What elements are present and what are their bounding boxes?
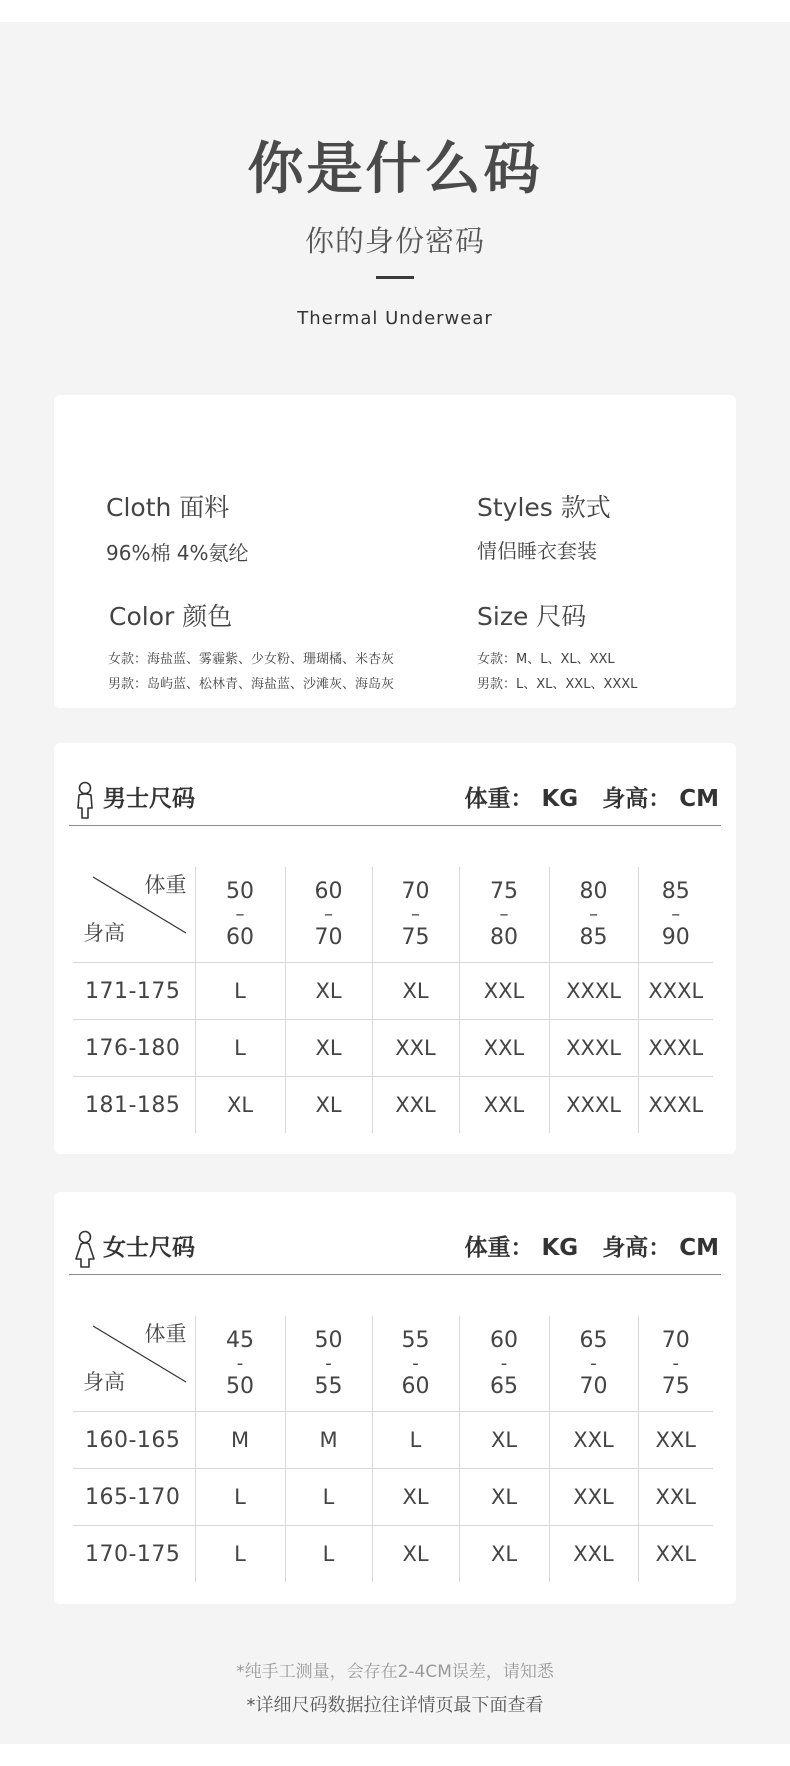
page-title: 你是什么码 bbox=[247, 137, 543, 202]
table-row bbox=[73, 963, 713, 1020]
corner-height-label: 身高 bbox=[83, 921, 125, 945]
weight-from: 60 bbox=[490, 1327, 518, 1353]
weight-to: 75 bbox=[661, 1373, 690, 1399]
size-cell: XXL bbox=[638, 1469, 713, 1526]
weight-from: 60 bbox=[314, 878, 343, 904]
weight-sep: – bbox=[499, 903, 509, 925]
weight-to: 70 bbox=[579, 1373, 608, 1399]
color-men-list: 男款：岛屿蓝、松林青、海盐蓝、沙滩灰、海岛灰 bbox=[108, 677, 395, 692]
weight-from: 65 bbox=[579, 1327, 608, 1353]
size-cell: L bbox=[372, 1412, 459, 1469]
men-chart-header bbox=[69, 781, 721, 826]
table-row bbox=[73, 1020, 713, 1077]
size-cell: XXL bbox=[372, 1020, 459, 1077]
weight-sep: – bbox=[671, 903, 681, 925]
weight-from: 50 bbox=[226, 878, 254, 904]
height-range-cell: 165-170 bbox=[73, 1469, 195, 1526]
weight-sep: - bbox=[672, 1352, 679, 1374]
women-units bbox=[464, 1237, 719, 1260]
women-chart-header bbox=[69, 1230, 721, 1275]
detail-note: *详细尺码数据拉往详情页最下面查看 bbox=[246, 1695, 544, 1716]
men-chart-title: 男士尺码 bbox=[103, 786, 195, 812]
height-range-cell: 170-175 bbox=[85, 1541, 181, 1567]
weight-sep: - bbox=[412, 1352, 419, 1374]
size-cell: XL bbox=[459, 1526, 549, 1583]
page-subtitle: 你的身份密码 bbox=[304, 224, 485, 258]
table-corner-cell bbox=[73, 1316, 195, 1412]
table-corner-cell bbox=[73, 867, 195, 963]
cloth-label: Cloth 面料 bbox=[106, 493, 230, 522]
men-size-table bbox=[73, 867, 713, 1133]
size-cell: L bbox=[285, 1526, 372, 1583]
size-label: Size 尺码 bbox=[477, 602, 587, 631]
women-chart-title: 女士尺码 bbox=[103, 1235, 195, 1261]
measurement-note: *纯手工测量，会存在2-4CM误差，请知悉 bbox=[236, 1662, 554, 1682]
size-cell: XXL bbox=[638, 1412, 713, 1469]
weight-from: 45 bbox=[226, 1327, 254, 1353]
size-cell: XXL bbox=[549, 1469, 638, 1526]
product-info-card bbox=[54, 395, 736, 708]
cloth-value: 96%棉 4%氨纶 bbox=[106, 541, 249, 565]
size-cell: L bbox=[195, 1469, 285, 1526]
man-icon bbox=[74, 781, 96, 819]
size-cell: XXXL bbox=[549, 1020, 638, 1077]
table-header-row bbox=[73, 867, 713, 963]
size-cell: XXL bbox=[459, 1020, 549, 1077]
men-units bbox=[464, 788, 719, 811]
height-unit-label: 身高： CM bbox=[602, 786, 719, 812]
weight-sep: - bbox=[590, 1352, 597, 1374]
size-cell: XL bbox=[372, 1469, 459, 1526]
weight-range-cell bbox=[549, 867, 638, 963]
size-cell: XXL bbox=[549, 1526, 638, 1583]
size-cell: XL bbox=[285, 1020, 372, 1077]
corner-weight-label: 体重 bbox=[144, 873, 187, 897]
size-cell: XL bbox=[195, 1077, 285, 1134]
weight-from: 55 bbox=[401, 1327, 430, 1353]
height-range-cell: 181-185 bbox=[85, 1092, 181, 1118]
weight-unit-label: 体重： KG bbox=[464, 786, 579, 812]
weight-range-cell bbox=[372, 1316, 459, 1412]
weight-range-cell bbox=[459, 1316, 549, 1412]
corner-weight-label: 体重 bbox=[144, 1322, 187, 1346]
men-size-card bbox=[54, 743, 736, 1154]
weight-range-cell bbox=[638, 1316, 713, 1412]
size-cell: XXL bbox=[372, 1077, 459, 1134]
weight-to: 60 bbox=[401, 1373, 430, 1399]
english-title: Thermal Underwear bbox=[297, 308, 493, 329]
table-row bbox=[73, 1412, 713, 1469]
weight-to: 55 bbox=[314, 1373, 343, 1399]
header-section bbox=[0, 22, 790, 362]
table-header-row bbox=[73, 1316, 713, 1412]
size-cell: M bbox=[195, 1412, 285, 1469]
size-cell: XXL bbox=[638, 1526, 713, 1583]
size-cell: XXL bbox=[459, 963, 549, 1020]
size-cell: L bbox=[195, 1020, 285, 1077]
weight-from: 80 bbox=[579, 878, 608, 904]
weight-sep: - bbox=[236, 1352, 244, 1374]
height-range-cell: 176-180 bbox=[73, 1020, 195, 1077]
weight-range-cell bbox=[638, 867, 713, 963]
weight-to: 75 bbox=[401, 924, 430, 950]
size-cell: M bbox=[285, 1412, 372, 1469]
weight-range-cell bbox=[549, 1316, 638, 1412]
weight-range-cell bbox=[195, 1316, 285, 1412]
size-cell: XXXL bbox=[549, 1077, 638, 1134]
weight-range-cell bbox=[459, 867, 549, 963]
height-range-cell: 160-165 bbox=[73, 1412, 195, 1469]
size-cell: L bbox=[195, 1526, 285, 1583]
weight-range-cell bbox=[372, 867, 459, 963]
weight-range-cell bbox=[285, 1316, 372, 1412]
weight-range-cell bbox=[285, 867, 372, 963]
weight-to: 80 bbox=[490, 924, 518, 950]
women-size-table bbox=[73, 1316, 713, 1582]
weight-sep: – bbox=[589, 903, 598, 925]
weight-sep: - bbox=[325, 1352, 332, 1374]
weight-sep: – bbox=[324, 903, 333, 925]
woman-icon bbox=[74, 1230, 96, 1268]
color-women-list: 女款：海盐蓝、雾霾紫、少女粉、珊瑚橘、米杏灰 bbox=[108, 652, 395, 667]
size-women-list: 女款：M、L、XL、XXL bbox=[477, 652, 615, 667]
weight-to: 60 bbox=[226, 924, 254, 950]
size-cell: XXXL bbox=[549, 963, 638, 1020]
size-men-list: 男款：L、XL、XXL、XXXL bbox=[477, 677, 638, 692]
weight-to: 65 bbox=[490, 1373, 518, 1399]
weight-to: 85 bbox=[579, 924, 608, 950]
size-cell: XL bbox=[459, 1412, 549, 1469]
styles-value: 情侣睡衣套装 bbox=[477, 539, 597, 563]
table-row bbox=[73, 1469, 713, 1526]
title-divider bbox=[376, 276, 414, 279]
size-cell: XXXL bbox=[638, 963, 713, 1020]
size-cell: XXXL bbox=[638, 1020, 713, 1077]
table-row bbox=[73, 1526, 713, 1583]
weight-from: 85 bbox=[661, 878, 690, 904]
size-cell: XL bbox=[459, 1469, 549, 1526]
size-cell: XL bbox=[285, 1077, 372, 1134]
table-row bbox=[73, 1077, 713, 1134]
weight-from: 75 bbox=[490, 878, 518, 904]
weight-from: 70 bbox=[661, 1327, 690, 1353]
weight-to: 70 bbox=[314, 924, 343, 950]
styles-label: Styles 款式 bbox=[477, 493, 611, 522]
size-cell: XXXL bbox=[638, 1077, 713, 1134]
weight-range-cell bbox=[195, 867, 285, 963]
size-cell: XXL bbox=[549, 1412, 638, 1469]
weight-from: 70 bbox=[401, 878, 430, 904]
women-size-card bbox=[54, 1192, 736, 1604]
height-range-cell: 171-175 bbox=[73, 963, 195, 1020]
size-cell: XL bbox=[285, 963, 372, 1020]
weight-sep: – bbox=[235, 903, 245, 925]
size-cell: XL bbox=[372, 963, 459, 1020]
weight-to: 90 bbox=[661, 924, 690, 950]
height-unit-label: 身高： CM bbox=[602, 1235, 719, 1261]
corner-height-label: 身高 bbox=[83, 1370, 125, 1394]
size-cell: XL bbox=[372, 1526, 459, 1583]
size-cell: L bbox=[195, 963, 285, 1020]
size-cell: L bbox=[285, 1469, 372, 1526]
size-guide-page bbox=[0, 22, 790, 1744]
size-cell: XXL bbox=[459, 1077, 549, 1134]
weight-from: 50 bbox=[314, 1327, 343, 1353]
weight-to: 50 bbox=[226, 1373, 254, 1399]
weight-sep: – bbox=[411, 903, 420, 925]
color-label: Color 颜色 bbox=[109, 602, 233, 631]
weight-sep: - bbox=[500, 1352, 508, 1374]
weight-unit-label: 体重： KG bbox=[464, 1235, 579, 1261]
